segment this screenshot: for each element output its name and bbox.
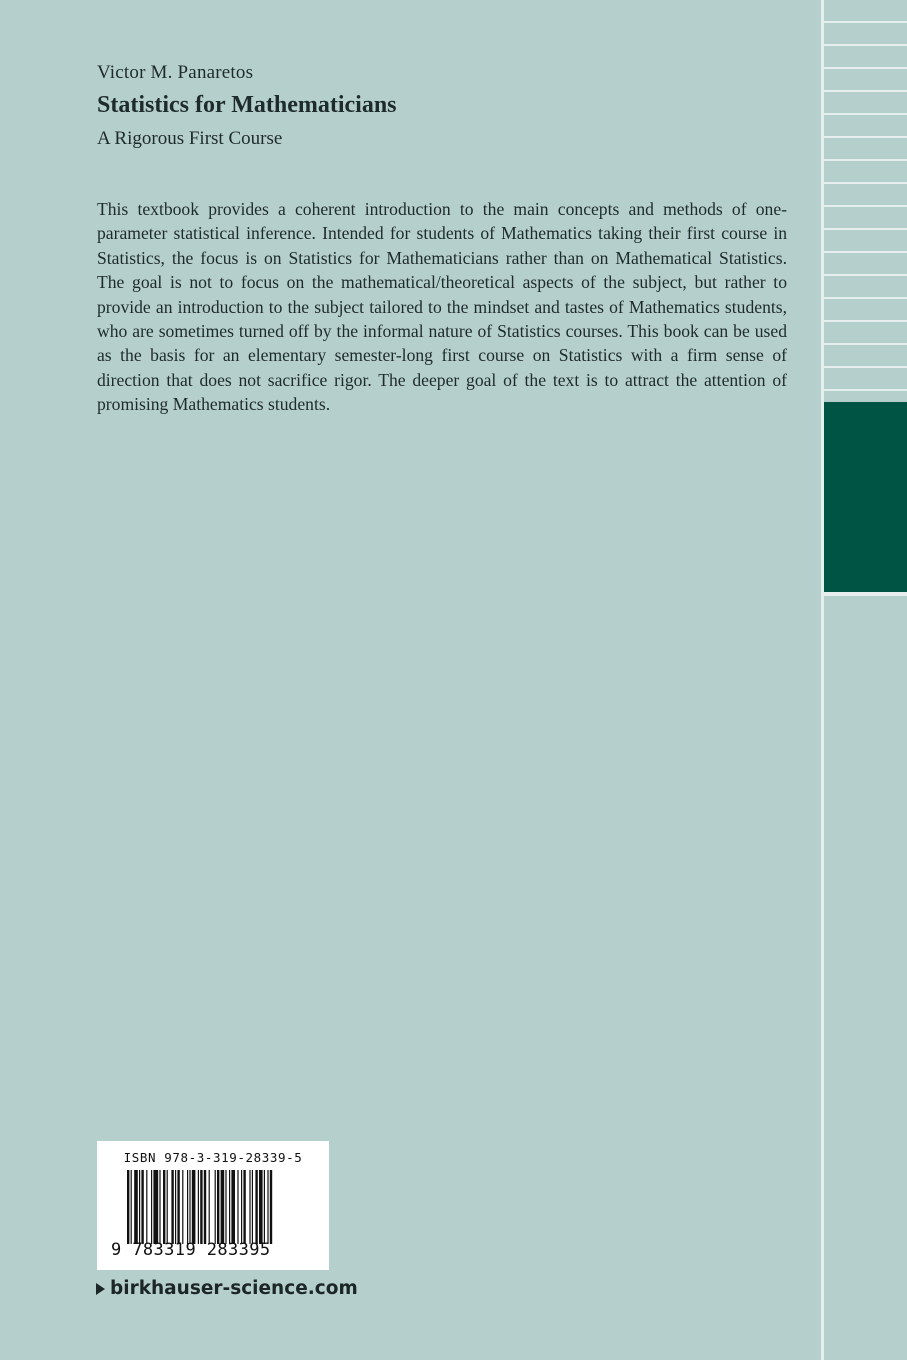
barcode-digits: 9 783319 283395	[111, 1240, 271, 1260]
strip-divider	[824, 592, 907, 596]
book-subtitle: A Rigorous First Course	[97, 128, 283, 149]
accent-color-block	[824, 402, 907, 592]
triangle-arrow-icon	[96, 1283, 105, 1295]
striped-band	[824, 0, 907, 400]
isbn-label: ISBN 978-3-319-28339-5	[123, 1150, 303, 1165]
barcode-icon	[127, 1170, 311, 1244]
author-name: Victor M. Panaretos	[97, 62, 254, 83]
barcode-panel	[97, 1141, 329, 1270]
book-title: Statistics for Mathematicians	[97, 92, 397, 118]
edge-strip	[821, 0, 907, 1360]
website-link[interactable]	[96, 1278, 358, 1299]
description-blurb	[97, 197, 787, 417]
website-text: birkhauser-science.com	[110, 1278, 358, 1299]
blurb-text: This textbook provides a coherent introduction to the main concepts and methods of one-parameter statistical inference. Intended for students of Mathematics taking their first course in Statistics, the focus is on Statistics for Mathematicians rather than on Mathematical Statistics. The goal is not to focus on the mathematical/theoretical aspects of the subject, but rather to provide an introduction to the subject tailored to the mindset and tastes of Mathematics students, who are sometimes turned off by the informal nature of Statistics courses. This book can be used as the basis for an elementary semester-long first course on Statistics with a firm sense of direction that does not sacrifice rigor. The deeper goal of the text is to attract the attention of promising Mathematics students.	[97, 199, 787, 415]
